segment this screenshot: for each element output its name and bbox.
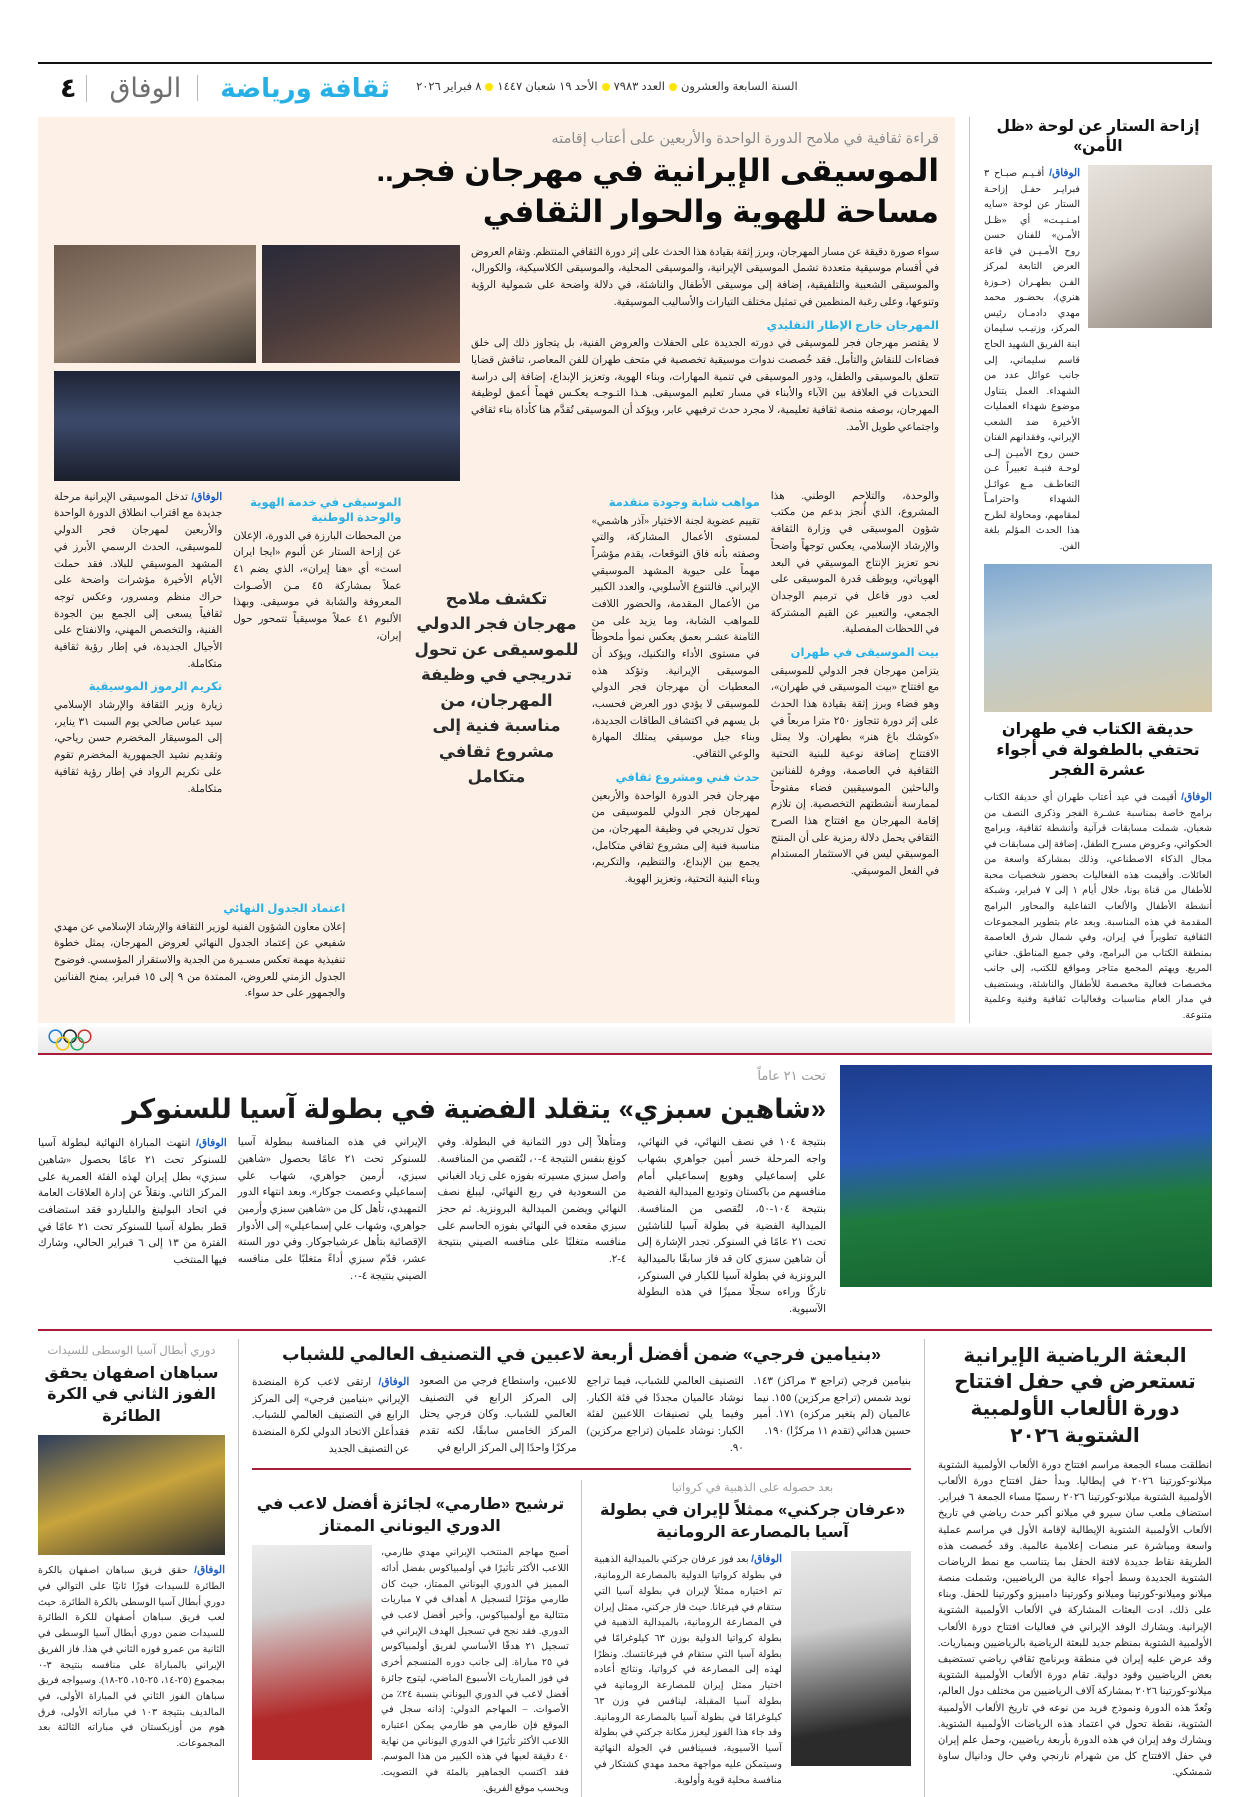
feature-body-new-text: تدخل الموسيقى الإيرانية مرحلة جديدة مع اقتراب انطلاق الدورة الواحدة والأربعين لمهرجان فجر الدولي للموسيقى، الحدث الرسمي الأبرز في المشهد الموسيقي للبلاد. فقد حملت الأيام الأخيرة مؤشرات واضحة على حراك منظم ومسرور، وعكس توجه ثقافياً يسعى إلى الجمع بين الجودة الفنية، والتخصص المهني، والانفتاح على الأجيال الجديدة، في إطار رؤية ثقافية متكاملة. xyxy=(53,491,223,670)
article-body-text: أقـيـم صبـاح ٣ فبرايـر حفـل إزاحـة الستار عن لوحة «سايه امـنـيـت» أي «ظـل الأمـن» للفنان حسن روح الأمـيـن في قاعة العرض التابعة لمركز الفـن بطهـران (حـوزة هنري)، بحضـور محمد مهدي دادمـان رئيس المركز، وزنيـب سليمان ابنة الفريق الشهيد الحاج قاسم سليماني، إلى جانب عوائل عدد من الشهداء. العمل يتناول موضوع شهداء العمليات الأخيرة ضد الشعب الإيراني، وفقدانهم الفنان حسن روح الأميـن إلـى لوحـة فنيـة تعبيراً عـن التعاطـف مـع عوائـل الشهداء واحترامـاً لمقامهم، ومحاولة لطرح هذا الحدث المؤلم بلغة الفن. xyxy=(984,167,1080,552)
feature-article-fajr-music[interactable] xyxy=(38,117,955,1023)
separator-dot-icon xyxy=(669,83,677,91)
feature-col-identity xyxy=(233,489,401,889)
olympic-rings-icon xyxy=(44,1028,96,1052)
top-block xyxy=(38,117,1212,1023)
feature-col-new xyxy=(54,489,222,889)
article-body: أصبح مهاجم المنتخب الإيراني مهدي طارمي، اللاعب الأكثر تأثيرًا في أولمبياكوس بفضل أدائه المميز في الدوري اليوناني الممتاز، حيث كان طارمي مؤثرًا لتسجيل ٨ أهداف في ٧ مباريات متتالية مع أولمبياكوس، وأخير أفضل لاعب في الدوري. فقد نجح في تسجيل الهدف الإيراني في تسجيل ٢١ هدفًا الأساسي لفريق أولمبياكوس في ٢٥ مباراة. إلى جانب دوره المنسجم أخرى في فوز المباريات الأسبوع الماضي، ليتوج جائزة أفضل لاعب في الدوري اليوناني بنسبة ٢٤٪ من الأصوات. – المهاجم الدولي: إذانه سجل في الموقع فإن طارمي هو طارمي يمكن اعتباره اللاعب الأكثر تأثيرًا في الدوري اليوناني من نهاية ٤٠ دقيقة لعبها في هذه الكبير من هذا الموسم. فقد اكتسب الجماهير بالمئة في التصويت. وبحسب موقع الفريق. xyxy=(381,1547,570,1794)
bottom-section xyxy=(38,1339,1212,1797)
article-headline: سباهان اصفهان يحقق الفوز الثاني في الكرة الطائرة xyxy=(44,1364,219,1425)
article-olympic-mission[interactable] xyxy=(925,1339,1212,1797)
article-book-garden[interactable] xyxy=(984,720,1212,1023)
feature-pullquote-col xyxy=(412,489,580,889)
hijri-date: الأحد ١٩ شعبان ١٤٤٧ xyxy=(497,81,598,94)
masthead xyxy=(0,0,1250,115)
feature-headline xyxy=(54,151,939,233)
feature-subhead-event: حدث فني ومشروع ثقافي xyxy=(615,771,760,784)
article-photo-painting xyxy=(1088,165,1212,328)
feature-col-unity xyxy=(771,489,939,889)
feature-photo-stage xyxy=(54,371,460,481)
snooker-col-1 xyxy=(38,1135,227,1318)
feature-body-unity: والوحدة، والتلاحم الوطني. هذا المشروع، الذي أُنجز بدعم من مكتب شؤون الموسيقى في وزارة الثقافة والإرشاد الإسلامي، يعكس توجهاً واضحاً نحو تعزيز الإنتاج الموسيقي في البعد الهوياتي، ويوظف قدرة الموسيقى على لعب دور فاعل في ترميم الوجدان الجمعي، والتعبير عن القيم المشتركة في اللحظات المفصلية. xyxy=(770,490,939,636)
issue-line xyxy=(412,82,1212,94)
article-body-text: بعد فوز عرفان جركني بالميدالية الذهبية في بطولة كرواتيا الدولية بالمصارعة الرومانية، تم اختياره ممثلاً لإيران في بطولة آسيا التي ستقام في فيرغانا. حيث فاز جركني، ممثل إيران في المصارعة الرومانية، بالميدالية الذهبية في بطولة كرواتيا الدولية بوزن ٦٣ كيلوغرامًا في بطولة آسيا التي ستقام في فيرغانتسك. ونظرًا لهذه إلى المصارعة في كرواتيا، ونتائج أعاده اختيار ممثل إيران للمصارعة الرومانية في بطولة آسيا المقبلة، لينافس في وزن ٦٣ كيلوغرامًا في بطولة آسيا بالمصارعة الرومانية. وقد جاء هذا الفوز ليعزز مكانة جركني في بطولة آسيا الآسيوية، فسينافس في الجولة النهائية وسيتمكن عليه مواجهة محمد مهدي كشتكار في منافسة محلية قوية وأولوية. xyxy=(594,1554,782,1786)
article-kicker: بعد حصوله على الذهبية في كرواتيا xyxy=(671,1482,834,1495)
article-headline: ترشيح «طارمي» لجائزة أفضل لاعب في الدوري اليوناني الممتاز xyxy=(256,1496,565,1535)
feature-subhead-final: اعتماد الجدول النهائي xyxy=(223,902,346,915)
article-zel-alamn[interactable] xyxy=(984,117,1212,554)
feature-body-final: إعلان معاون الشؤون الفنية لوزير الثقافة والإرشاد الإسلامي عن مهدي شفيعي عن إعتماد الجدول النهائي لعروض المهرجان، يمثل خطوة تنفيذية مهمة تعكس مسـيرة من الجدية والاستقرار المؤسسي. فوضوح الجدول الزمني للعروض، الممتدة من ٩ إلى ١٥ فبراير، يمنح الفنانين والجمهور على حد سواء. xyxy=(54,921,346,1000)
issue-year: السنة السابعة والعشرون xyxy=(680,81,798,94)
article-headline: «بنيامين فرجي» ضمن أفضل أربعة لاعبين في التصنيف العالمي للشباب xyxy=(281,1343,881,1364)
snooker-col-2: الإيراني في هذه المنافسة ببطولة آسيا للسنوكر تحت ٢١ عامًا بحصول «شاهين سبزي، أرمين جواهري، شهاب علي إسماعيلي وعصمت جوكار». وبعد انتهاء الدور التمهيدي، تأهل كل من «شاهين سبزي وأرمين جواهري، وشهاب علي إسماعيلي» إلى الأدوار الإقصائية بتأهل عرشياجوكار. وفي دور الستة عشر، قدّم سبزي أداءً متغلبًا على منافسه الصيني بنتيجة ٤-٠. xyxy=(237,1137,427,1282)
article-body-text: حقق فريق سباهان اصفهان بالكرة الطائرة للسيدات فوزًا ثانيًا على التوالي في دوري أبطال آسيا الوسطى بالكرة الطائرة. حيث لعب فريق سباهان أصفهان للكرة الطائرة للسيدات ضمن دوري أبطال آسيا الوسطى في الثانية من عمرو فوزه الثاني في هذا. فاز الفريق الإيراني بالمباراة على منافسه بنتيجة ٣-٠ بمجموع (٢٥-١٤، ٢٥-١٥، ٢٥-١٨). وسيواجه فريق سباهان الفوز الثاني في المباراة الأولى، في المالديف بنتيجة ١٠٣ في مباراته الأولى، فرق هوم من أوزبكستان في مباراته الثالثة بعد المجموعات. xyxy=(38,1564,225,1750)
feature-subhead-outside: المهرجان خارج الإطار التقليدي xyxy=(766,319,939,332)
left-sidebar-column xyxy=(969,117,1212,1023)
article-col-1 xyxy=(252,1374,409,1458)
feature-pullquote: تكشف ملامح مهرجان فجر الدولي للموسيقى عن تحول تدريجي في وظيفة المهرجان، من مناسبة فنية إلى مشروع ثقافي متكامل xyxy=(414,589,579,787)
feature-body-event: مهرجان فجر الدورة الواحدة والأربعين لمهرجان فجر الدولي للموسيقى من تحول تدريجي في وظيفة المهرجان، من مناسبة فنية إلى مشروع ثقافي متكامل، يجمع بين الإبداع، والتنظيم، والتكريم، وبناء البنية التحتية، وتعزيز الهوية. xyxy=(591,790,760,886)
article-body xyxy=(984,789,1212,1023)
article-divider xyxy=(252,1468,911,1470)
article-photo-book-garden xyxy=(984,564,1212,712)
olympic-divider-bar xyxy=(38,1027,1212,1053)
feature-col-talents xyxy=(592,489,760,889)
article-body-text: أقيمت في عيد أعتاب طهران أي حديقة الكتاب برامج خاصة بمناسبة عشـرة الفجر وذكرى النصف من شعبان، شملت مسابقات قرآنية وأنشطة ثقافية، وبرامج الحكواتي، وعروض مسرح الطفل، إضافة إلى مسابقات في مجال الذكاء الاصطناعي، وذلك بمشاركة واسعة من العائلات. وأقيمت هذه الفعاليات بحضور شخصيات محبة للأطفال من قناة بونا، خلال أيام ١ إلى ٧ فبراير، وشبكة أنشطة الأطفال والألعاب التفاعلية والمحاور البرامج المقدمة في هذه المناسبة. وبعد عام بتطوير المجموعات الثقافية تطويراً في إيران، وفي شمال شرق العاصمة بمنطقة الكتاب من البرامج، وفي جميع المناطق. حقاني المربع. ويهتم المجمع متاجر ومواقع للكتب، إلى جانب مخصصات فعالية مخصصة للأطفال والناشئة، ويستضيف في مدار العام مناسبات وفعاليات ثقافية وفنية وعلمية متنوعة. xyxy=(984,791,1212,1021)
article-headline: حديقة الكتاب في طهران تحتفي بالطفولة في أجواء عشرة الفجر xyxy=(996,721,1200,780)
feature-body-symbols: زيارة وزير الثقافة والإرشاد الإسلامي سيد عباس صالحي يوم السبت ٣١ يناير، إلى الموسيقار المخضرم حسن رياحي، وتقديم نشيد الجمهورية المخضرم تقوم على تكريم الرواد في إطار رؤية ثقافية متكاملة. xyxy=(53,700,223,795)
agency-tag: الوفاق/ xyxy=(751,1553,782,1566)
page-number: ٤ xyxy=(60,72,77,103)
feature-kicker: قراءة ثقافية في ملامح الدورة الواحدة والأربعين على أعتاب إقامته xyxy=(551,131,939,147)
article-kicker: دوري أبطال آسيا الوسطى للسيدات xyxy=(47,1344,216,1357)
feature-body-talents: تقييم عضوية لجنة الاختيار «آذر هاشمي» لمستوى الأعمال المشاركة، والتي وصفته بأنه فاق التوقعات، يقدم مؤشراً مهماً على حيوية المشهد الموسيقي الإيراني. فالتنوع الأسلوبي، والعدد الكبير من الأعمال المقدمة، والحضور اللافت للمواهب الشابة، وما يزيد على من الثامنة عشـر بعمق يعكس نموأ ملحوظاً في مستوى الأداء والتكنيك، ويؤكد أن الموسيقى الإيرانية. وتؤكد هذه المعطيات أن مهرجان فجر الدولي للموسيقى لا يؤدي دور العرض فحسب، بل يسهم في اكتشاف الطاقات الجديدة، وبناء جيل موسيقي يمتلك المهارة والوعي الثقافي. xyxy=(591,515,760,761)
feature-intro: سواء صورة دقيقة عن مسار المهرجان، وبرز إثقة بقيادة هذا الحدث على إثر دورة الثقافي المنتظم. وتقام العروض في أقسام موسيقية متعددة تشمل الموسيقى الإيرانية، والموسيقى المحلية، والموسيقى الكلاسيكية، والكورال، والموسيقى الشعبية والتلفيقية، إضافة إلى موسيقى الأطفال والناشئة، في دلالة واضحة على شمولية الرؤية وتنوعها، وعلى رغبة المنظمين في تمثيل مختلف التيارات والأساليب الموسيقية. xyxy=(471,246,939,308)
snooker-kicker: تحت ٢١ عاماً xyxy=(757,1068,826,1084)
agency-tag: الوفاق/ xyxy=(378,1375,410,1388)
separator-dot-icon xyxy=(485,83,493,91)
section-title: ثقافة ورياضة xyxy=(197,75,412,101)
article-photo-footballer xyxy=(252,1545,372,1760)
feature-subhead-tehran: بيت الموسيقى في طهران xyxy=(790,646,939,659)
section-rule-red-2 xyxy=(38,1329,1212,1331)
column-divider xyxy=(581,1480,582,1796)
article-body xyxy=(984,165,1080,555)
article-body: انطلقت مساء الجمعة مراسم افتتاح دورة الألعاب الأولمبية الشتوية ميلانو-كورتينا ٢٠٢٦ في إيطاليا. وبدأ حفل افتتاح دورة الألعاب الأولمبية الشتوية ميلانو-كورتينا ٢٠٢٦ رسميًا مساء الجمعة ٦ فبراير. استضاف ملعب سان سيرو في ميلانو أكبر حدث رياضي في تاريخ الألعاب الأولمبية الشتوية الإيطالية لإقامة الأول في مراسم عملية واسعة ومباشرة عبر منصات إعلامية عالمية. وقد خُصصت هذه الطريقة نقاط جديدة لافتة الحفل بما يتناسب مع نمط الرياضات الشتوية الجديدة وسط أجواء عالية من الرياضيين، وشملت منصة ميلانو وميلانو-كورتينا وميلانو وكورتينا دامبيزو وكورتينا للحفل. وبناء على ذلك، ادت البعثات المشاركة في الألعاب الأولمبية الشتوية الإيرانية. ويشارك الوفد الإيراني في فعاليات افتتاح دورة الألعاب الأولمبية الشتوية بمنظم جديد للبعثة الرياضية بالرياضيين وبمباريات. وقد عرض عليه إيران في منطقة وبرنامج ثقافي رياضي تستضيف بعض الرياضيين وقود دولية. تقام دورة الألعاب الأولمبية الشتوية ميلانو-كورتينا ٢٠٢٦ بمشاركة آلاف الرياضيين من مختلف دول العالم، وتُعدّ هذه الدورة ونموذج فريد من نوعه في تاريخ الألعاب الأولمبية الشتوية، نقطة تحول في اعتماد هذه الرياضات الأولمبية الشتوية. ويشارك وفد إيران في هذه الدورة بأربعة رياضيين، وحمل علم إيران في حفل الافتتاح كل من شهرام نارنجي وفي حال ودانيال ساوة شمشكي. xyxy=(938,1459,1212,1779)
gregorian-date: ٨ فبراير ٢٠٢٦ xyxy=(416,81,482,94)
section-rule-red xyxy=(38,1053,1212,1055)
snooker-col-3: ومتأهلاً إلى دور الثمانية في البطولة. وفي كونغ بنفس النتيجة ٤-٠، لتُقصي من المنافسة. واصل سبزي مسيرته بفوزه على زياد الغباني من السعودية في ربع النهائي، ليبلغ نصف النهائي ويضمن الميدالية البرونزية. ثم حجز سبزي مقعده في النهائي بفوزه الحاسم على منافسه متغلبًا على منافسه الصيني بنتيجة ٤-٢. xyxy=(437,1137,627,1265)
article-tarami[interactable] xyxy=(252,1480,569,1796)
feature-subhead-identity: الموسيقى في خدمة الهوية والوحدة الوطنية xyxy=(250,496,402,524)
article-col-4: بنيامين فرجي (تراجع ٣ مراكز) ١٤٣. نويد شمس (تراجع مركزين) ١٥٥. نيما عالميان (لم يتغير مركزه) ١٧١. أمير حسين هدائي (تقدم ١١ مركزًا) ١٩٠. xyxy=(753,1375,912,1437)
newspaper-brand: الوفاق xyxy=(86,75,197,102)
article-body xyxy=(38,1562,225,1752)
feature-body-new xyxy=(54,489,222,673)
issue-number: العدد ٧٩٨٣ xyxy=(613,81,665,94)
feature-body-tehran: يتزامن مهرجان فجر الدولي للموسيقى مع افتتاح «بيت الموسيقى في طهران»، وهو فضاء وبرز إثقة بقيادة هذا الحدث على إثر دورة تتجاوز ٢٥٠ مترا مربعاً في «كوشك باغ هنر» بطهران. ولا يمثل الافتتاح إضافة نوعية للبنية التحتية الثقافية في العاصمة، ووفرة للفنانين والباحثين الموسيقيين فضاء مفتوحاً لممارسة أنشطتهم التخصصية. إن تلازم إقامة المهرجان مع افتتاح هذا الصرح الثقافي يحمل دلالة رمزية على أن المنتج الموسيقي ليس في الاستثمار المستدام في الفعل الموسيقي. xyxy=(770,665,939,877)
agency-tag: الوفاق/ xyxy=(191,490,223,503)
feature-body-outside: لا يقتصر مهرجان فجر للموسيقى في دورته الجديدة على الحفلات والعروض الفنية، بل يتجاوز ذلك إلى خلق فضاءات للنقاش والتأمل. فقد خُصصت ندوات موسيقية تخصصية في متحف طهران للفن المعاصر، تناقش قضايا تتعلق بالموسيقى والطفل، ودور الموسيقى في تنمية المهارات، وبناء الهوية، وتعزيز الإبداع، إضافة إلى دراسة التحديات في العلاقة بين الآباء والأبناء في مسار تعليم الموسيقى. هـذا التـوجـه يعكـس فهماً أعمق لوظيفة المهرجان، بوصفه منصة ثقافية تعليمية، لا مجرد حدث ترفيهي عابر، ويؤكد أن الموسيقى تُقدَّم هنا كأداة بناء ثقافي واجتماعي طويل الأمد. xyxy=(471,338,939,433)
feature-subhead-symbols: تكريم الرموز الموسيقية xyxy=(88,681,223,694)
article-col-1-text: ارتقى لاعب كرة المنضدة الإيراني «بنيامين فرجي» إلى المركز الرابع في التصنيف العالمي للشباب. فقدأعلن الاتحاد الدولي لكرة المنضدة عن التصنيف الجديد xyxy=(252,1376,410,1455)
article-body xyxy=(594,1551,782,1788)
feature-photo-fajr-poster xyxy=(262,245,460,363)
snooker-headline: «شاهين سبزي» يتقلد الفضية في بطولة آسيا للسنوكر xyxy=(122,1094,826,1125)
snooker-photo xyxy=(840,1065,1212,1287)
feature-headline-line1: الموسيقى الإيرانية في مهرجان فجر.. xyxy=(376,153,939,188)
feature-subhead-talents: مواهب شابة وجودة متقدمة xyxy=(608,496,760,509)
article-col-2: للاعبين، واستطاع فرجي من الصعود إلى المركز الرابع في التصنيف العالمي للشباب. وكان فرجي يحتل المركز الخامس سابقًا، لكنه تقدم مركزًا واحدًا إلى المركز الرابع في xyxy=(419,1375,577,1454)
article-benyamin-faraji[interactable] xyxy=(252,1343,911,1459)
bottom-middle-column xyxy=(238,1339,925,1797)
separator-dot-icon xyxy=(602,83,610,91)
agency-tag: الوفاق/ xyxy=(194,1563,225,1576)
snooker-article[interactable] xyxy=(38,1065,1212,1318)
article-headline: «عرفان جركني» ممثلاً لإيران في بطولة آسيا بالمصارعة الرومانية xyxy=(600,1502,905,1541)
article-headline: البعثة الرياضية الإيرانية تستعرض في حفل افتتاح دورة الألعاب الأولمبية الشتوية ٢٠٢٦ xyxy=(954,1344,1196,1447)
article-erfan-jerkani[interactable] xyxy=(594,1480,911,1796)
article-photo-volleyball xyxy=(38,1435,225,1555)
article-col-3: التصنيف العالمي للشباب، فيما تراجع نوشاد عالميان مجددًا في فئة الكبار. وفيما يلي تصنيفات اللاعبين لفئة الكبار: نوشاد علميان (تراجع مركزين) ٩٠. xyxy=(586,1375,744,1454)
feature-body-identity: من المحطات البارزة في الدورة، الإعلان عن إزاحة الستار عن ألبوم «ايجا ايران است» أي «هنا إيران»، الذي يضم ٤١ عملاً بمشاركة ٤٥ مـن الأصـوات المعروفة والشابة في موسيقى. وبهذا الألبوم ٤١ عملاً موسيقياً تتمحور حول إيران، xyxy=(233,530,402,642)
bottom-middle-pair xyxy=(252,1480,911,1796)
snooker-col-1-text: انتهت المباراة النهائية لبطولة آسيا للسنوكر تحت ٢١ عامًا بحصول «شاهين سبزي» بطل إيران لهذه الفئة العمرية على المركز الثاني. ونقلاً عن إدارة العلاقات العامة في اتحاد البولينغ والبلياردو فقد استضافت قطر بطولة آسيا للسنوكر تحت ٢١ عامًا في الفترة من ١٣ إلى ٦ فبراير الحالي، وشارك فيها المنتخب xyxy=(38,1138,227,1266)
feature-headline-line2: مساحة للهوية والحوار الثقافي xyxy=(482,193,939,229)
article-sepahan-volleyball[interactable] xyxy=(38,1339,238,1797)
article-headline: إزاحة الستار عن لوحة «ظل الأمن» xyxy=(996,118,1200,155)
snooker-col-4: بنتيجة ١٠٤ في نصف النهائي، في النهائي، واجه المرحلة خسر أمين جواهري بشهاب علي إسماعيلي وهوبع إسماعيلي أمام منافسهم من باكستان وتوديع الميدالية الفضية بنتيجة ١٠٤-٥٠، لتُقصى من المنافسة. الميدالية الفضية في بطولة آسيا للناشئين تحت ٢١ عامًا في السنوكر. تجدر الإشارة إلى أن شاهين سبزي كان قد فاز سابقًا بالميدالية البرونزية في بطولة آسيا للكبار في السنوكر، تاركًا وراءه سجلًا مميزًا في هذه البطولة الآسيوية. xyxy=(637,1137,826,1315)
agency-tag: الوفاق/ xyxy=(1181,790,1212,803)
agency-tag: الوفاق/ xyxy=(1049,166,1080,179)
agency-tag: الوفاق/ xyxy=(195,1137,227,1150)
feature-photo-musicians xyxy=(54,245,256,363)
